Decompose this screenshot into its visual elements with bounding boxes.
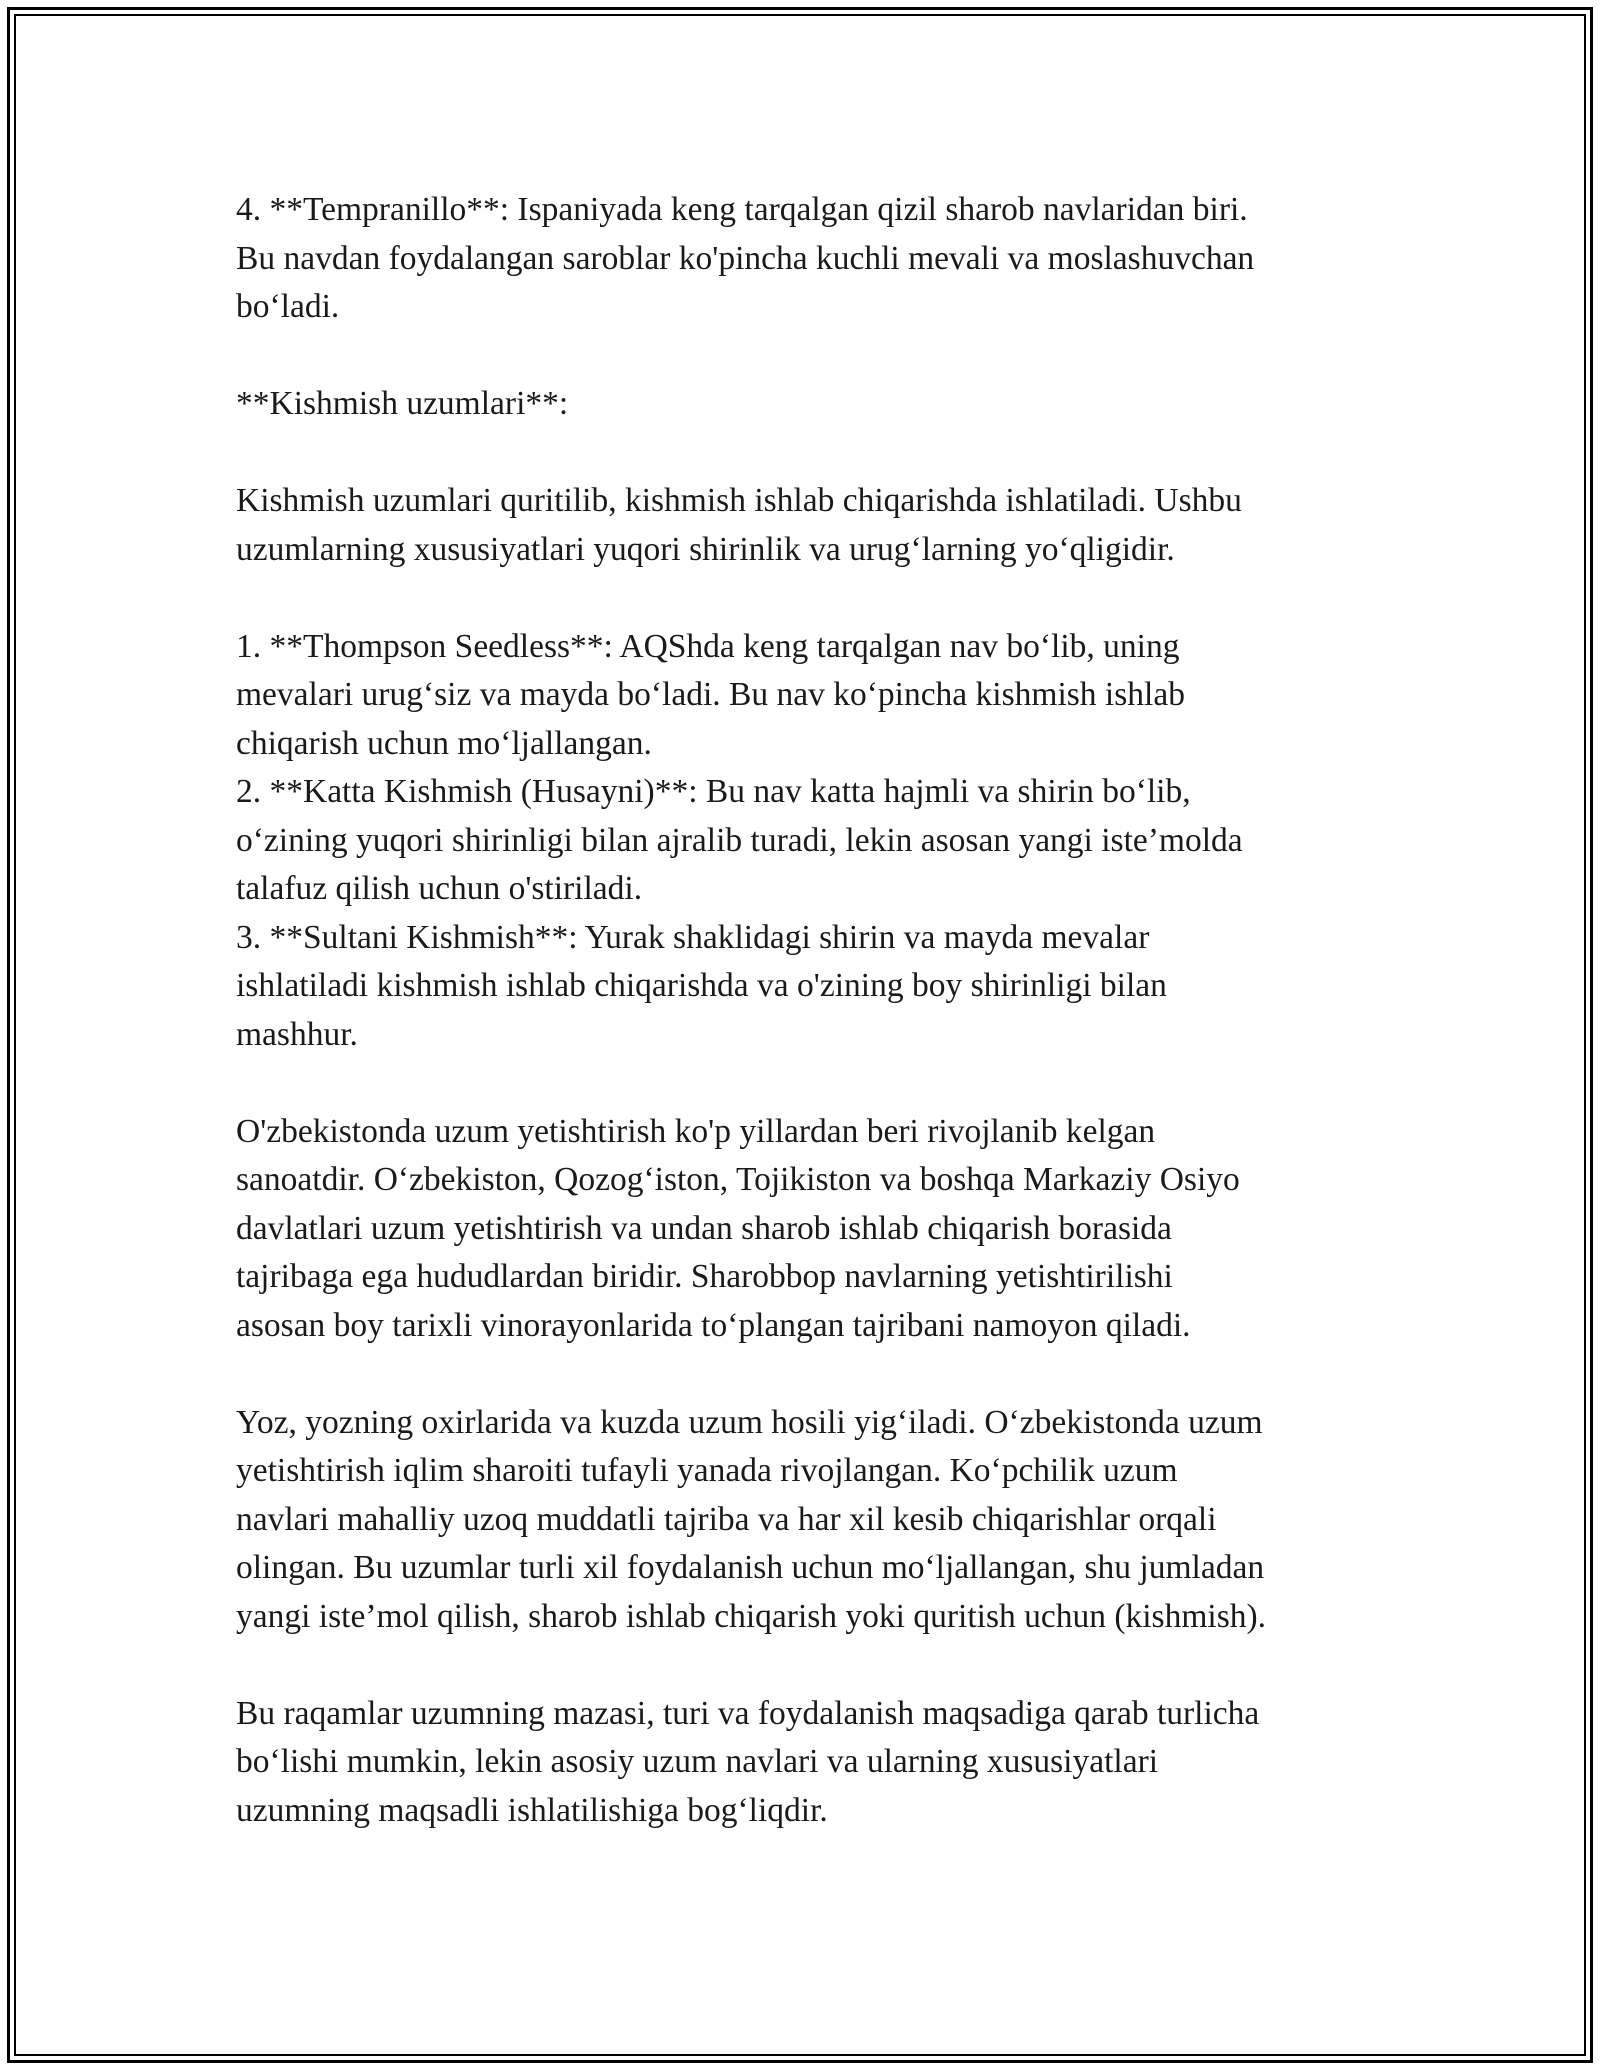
- list-item-line: mashhur.: [236, 1015, 358, 1053]
- section-heading: [236, 380, 1416, 429]
- text-line: asosan boy tarixli vinorayonlarida to‘plangan tajribani namoyon qiladi.: [236, 1306, 1191, 1344]
- text-line: bo‘ladi.: [236, 288, 340, 325]
- list-item-line: mevalari urug‘siz va mayda bo‘ladi. Bu nav ko‘pincha kishmish ishlab: [236, 676, 1185, 713]
- list-item-line: 3. **Sultani Kishmish**: Yurak shaklidagi shirin va mayda mevalar: [236, 918, 1150, 956]
- conclusion-paragraph: [236, 1690, 1416, 1836]
- text-line: olingan. Bu uzumlar turli xil foydalanish uchun mo‘ljallangan, shu jumladan: [236, 1549, 1265, 1586]
- list-item-line: 1. **Thompson Seedless**: AQShda keng tarqalgan nav bo‘lib, uning: [236, 627, 1180, 665]
- text-line: bo‘lishi mumkin, lekin asosiy uzum navlari va ularning xususiyatlari: [236, 1743, 1159, 1780]
- text-line: navlari mahalliy uzoq muddatli tajriba va har xil kesib chiqarishlar orqali: [236, 1500, 1217, 1538]
- text-line: uzumning maqsadli ishlatilishiga bog‘liqdir.: [236, 1791, 828, 1829]
- uzbekistan-paragraph: [236, 1108, 1416, 1351]
- list-item-line: o‘zining yuqori shirinligi bilan ajralib turadi, lekin asosan yangi iste’molda: [236, 821, 1243, 859]
- list-item-line: ishlatiladi kishmish ishlab chiqarishda va o'zining boy shirinligi bilan: [236, 967, 1167, 1004]
- text-line: Bu navdan foydalangan saroblar ko'pincha kuchli mevali va moslashuvchan: [236, 239, 1255, 277]
- text-line: davlatlari uzum yetishtirish va undan sharob ishlab chiqarish borasida: [236, 1209, 1172, 1247]
- list-item-line: talafuz qilish uchun o'stiriladi.: [236, 870, 643, 907]
- document-body: [236, 186, 1416, 1884]
- text-line: Kishmish uzumlari quritilib, kishmish ishlab chiqarishda ishlatiladi. Ushbu: [236, 482, 1242, 519]
- text-line: tajribaga ega hududlardan biridir. Sharobbop navlarning yetishtirilishi: [236, 1258, 1173, 1295]
- text-line: Yoz, yozning oxirlarida va kuzda uzum hosili yig‘iladi. O‘zbekistonda uzum: [236, 1403, 1263, 1441]
- text-line: yetishtirish iqlim sharoiti tufayli yanada rivojlangan. Ko‘pchilik uzum: [236, 1452, 1178, 1489]
- text-line: 4. **Tempranillo**: Ispaniyada keng tarqalgan qizil sharob navlaridan biri.: [236, 191, 1248, 228]
- text-line: O'zbekistonda uzum yetishtirish ko'p yillardan beri rivojlanib kelgan: [236, 1112, 1156, 1150]
- text-line: yangi iste’mol qilish, sharob ishlab chiqarish yoki quritish uchun (kishmish).: [236, 1597, 1267, 1635]
- text-line: uzumlarning xususiyatlari yuqori shirinlik va urug‘larning yo‘qligidir.: [236, 530, 1175, 568]
- intro-paragraph: [236, 477, 1416, 574]
- list-item-line: chiqarish uchun mo‘ljallangan.: [236, 724, 652, 762]
- harvest-paragraph: [236, 1399, 1416, 1642]
- text-line: **Kishmish uzumlari**:: [236, 385, 569, 422]
- tempranillo-paragraph: [236, 186, 1416, 332]
- text-line: sanoatdir. O‘zbekiston, Qozog‘iston, Tojikiston va boshqa Markaziy Osiyo: [236, 1161, 1240, 1198]
- list-item-line: 2. **Katta Kishmish (Husayni)**: Bu nav katta hajmli va shirin bo‘lib,: [236, 773, 1191, 810]
- variety-list: [236, 623, 1416, 1060]
- text-line: Bu raqamlar uzumning mazasi, turi va foydalanish maqsadiga qarab turlicha: [236, 1694, 1260, 1732]
